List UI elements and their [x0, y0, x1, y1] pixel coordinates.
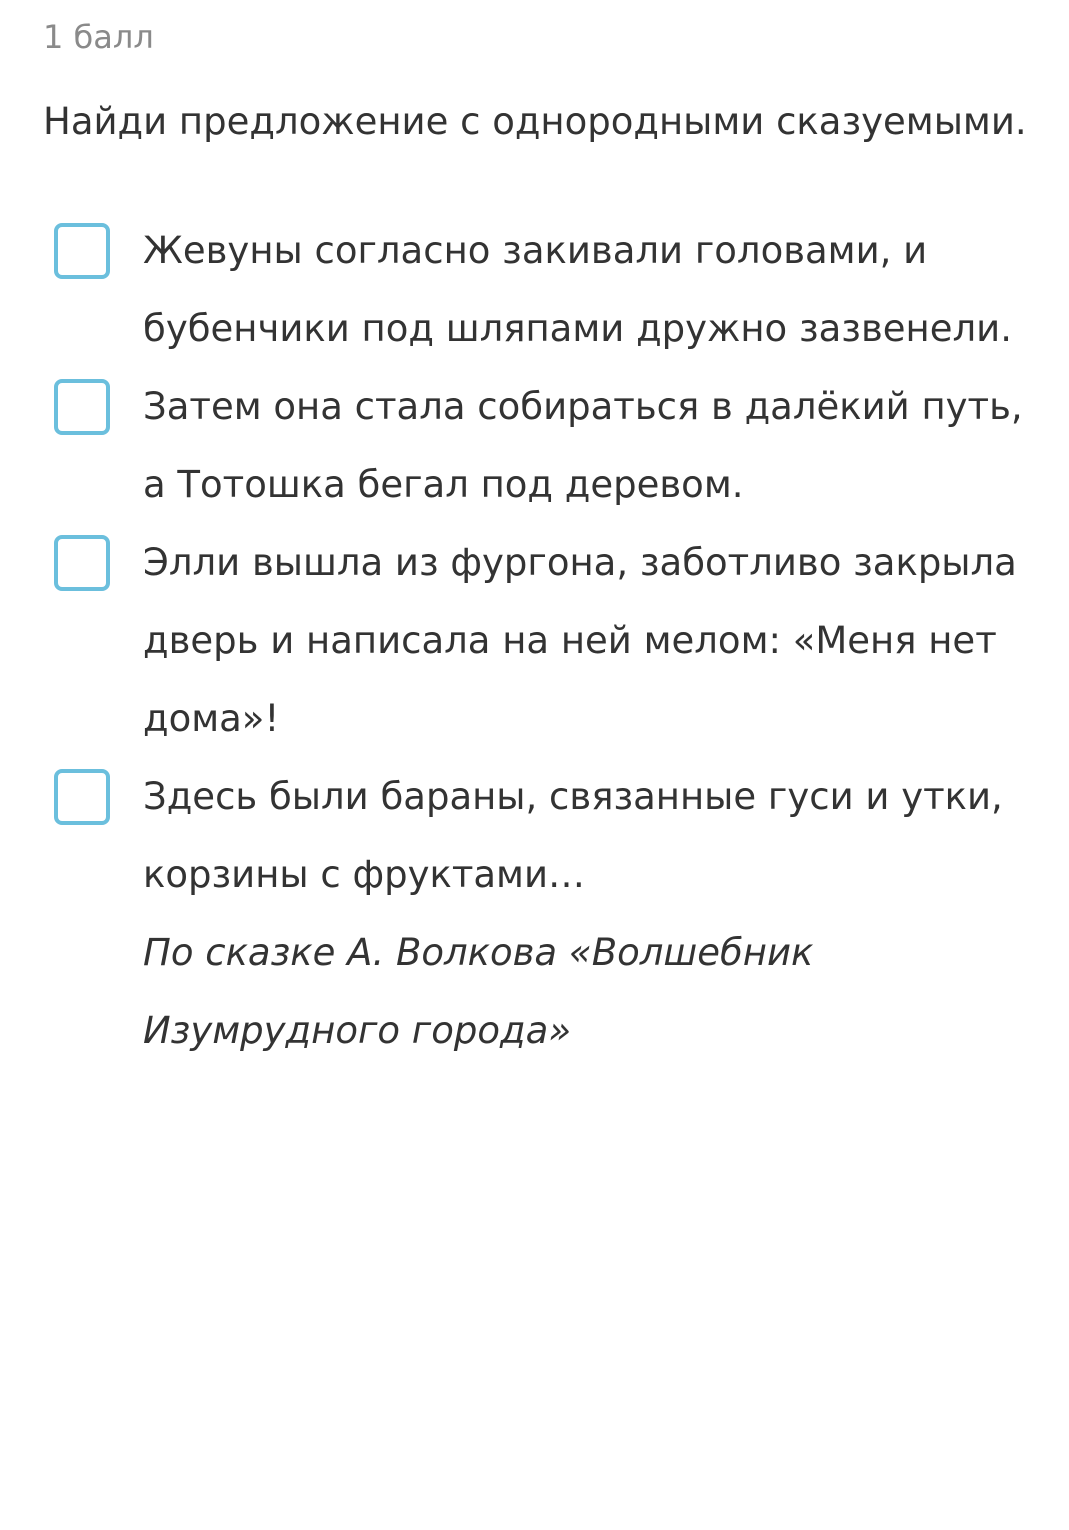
- option-label: Элли вышла из фургона, заботливо закрыла дверь и написала на ней мелом: «Меня нет дома»!: [143, 541, 1017, 740]
- answer-option[interactable]: [0, 212, 1069, 368]
- option-checkbox[interactable]: [54, 379, 110, 435]
- option-label: Затем она стала собираться в далёкий путь, а Тотошка бегал под деревом.: [143, 385, 1023, 506]
- option-checkbox[interactable]: [54, 535, 110, 591]
- source-attribution: По сказке А. Волкова «Волшебник Изумрудного города»: [143, 931, 814, 1052]
- answer-options-list: [0, 212, 1069, 1070]
- option-checkbox[interactable]: [54, 769, 110, 825]
- answer-option[interactable]: [0, 524, 1069, 758]
- option-label: Здесь были бараны, связанные гуси и утки, корзины с фруктами…: [143, 775, 1003, 896]
- question-text: Найди предложение с однородными сказуемыми.: [43, 100, 1027, 143]
- points-label: 1 балл: [43, 18, 154, 56]
- option-checkbox[interactable]: [54, 223, 110, 279]
- answer-option[interactable]: [0, 758, 1069, 914]
- answer-option[interactable]: [0, 368, 1069, 524]
- option-label: Жевуны согласно закивали головами, и бубенчики под шляпами дружно зазвенели.: [143, 229, 1012, 350]
